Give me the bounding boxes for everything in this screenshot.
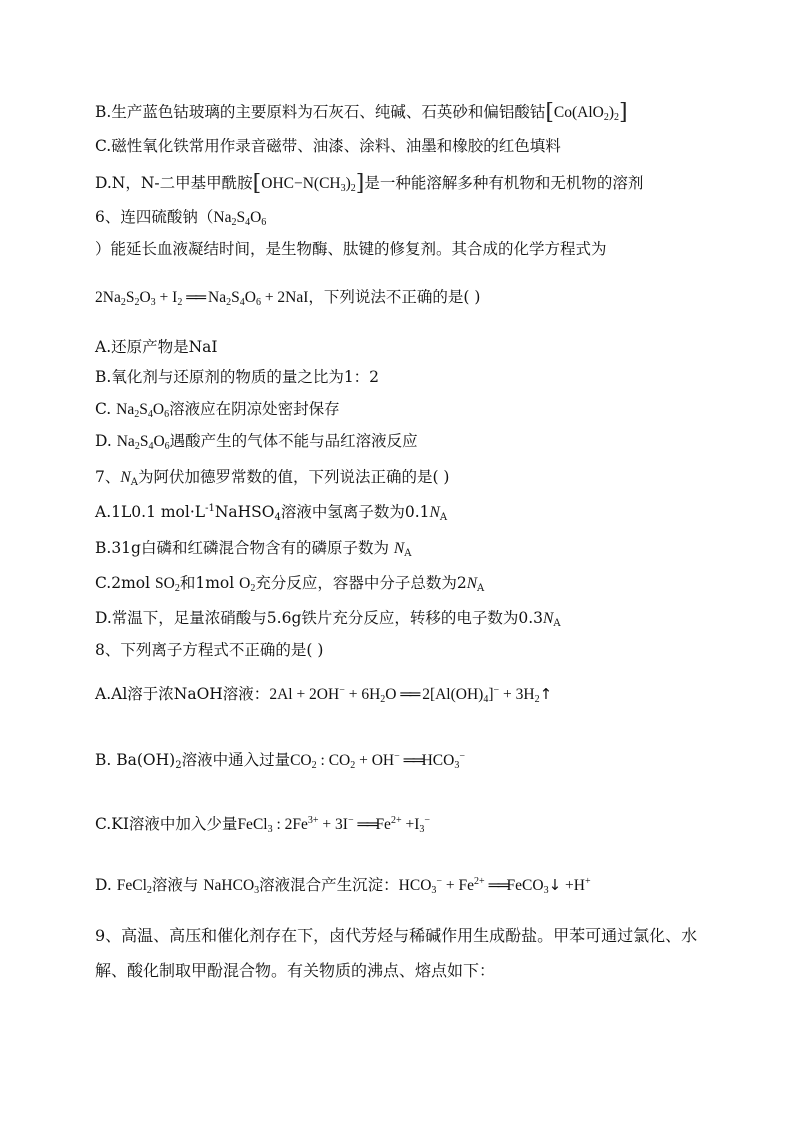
text: D.N，N-二甲基甲酰胺 xyxy=(95,174,253,192)
option-a-q8 xyxy=(95,683,552,706)
option-d-q8 xyxy=(95,874,591,897)
text: NaHSO xyxy=(214,503,275,521)
formula-text: Na xyxy=(213,209,232,226)
text: ，下列说法不正确的是( ) xyxy=(308,288,481,306)
text: C.2mol xyxy=(95,574,156,592)
question-7: 7、$N_A$为阿伏加德罗常数的值，下列说法正确的是( ) xyxy=(95,468,450,488)
text: A.1L0.1 mol·L xyxy=(95,503,206,521)
formula: NaHCO$_3$ xyxy=(203,877,260,896)
option-b-q5 xyxy=(95,100,628,124)
equation: FeCl$_3$ : $2Fe^{3+} + 3I^-$ $══Fe^{2+} +I_3^-$ xyxy=(237,815,430,835)
equation: $HCO_3^- + Fe^{2+}$ ══FeCO$_3$↓ +H+ xyxy=(398,876,591,896)
bracket: ] xyxy=(619,100,628,125)
option-d-q7: D.常温下，足量浓硝酸与5.6g铁片充分反应，转移的电子数为$0.3N_A$ xyxy=(95,609,561,629)
text: 溶液混合产生沉淀： xyxy=(259,876,399,894)
text: A.Al溶于浓NaOH溶液： xyxy=(95,685,270,703)
equation: $2Na_2S_2O_3 + I_2$ ══ $Na_2S_4O_6 + 2NaI$ xyxy=(95,289,309,308)
option-d-q6: D. $Na_2S_4O_6$遇酸产生的气体不能与品红溶液反应 xyxy=(95,432,418,452)
bracket: ] xyxy=(355,171,365,196)
text: 充分反应，容器中分子总数为2 xyxy=(255,574,467,592)
option-c-q6: C. $Na_2S_4O_6$溶液应在阴凉处密封保存 xyxy=(95,400,340,420)
option-d-q5 xyxy=(95,171,643,195)
formula: $OHC-N(CH_3)_2$ xyxy=(261,175,356,194)
question-9-cont: 解、酸化制取甲酚混合物。有关物质的沸点、熔点如下： xyxy=(95,961,496,980)
text: 遇酸产生的气体不能与品红溶液反应 xyxy=(169,432,418,450)
text: B. Ba(OH) xyxy=(95,751,176,769)
formula: $Na_2S_4O_6$ xyxy=(116,433,170,452)
equation-6 xyxy=(95,286,480,309)
bracket: [ xyxy=(252,171,262,196)
text: C.KI溶液中加入少量 xyxy=(95,815,238,833)
text: 溶液中通入过量 xyxy=(181,751,291,769)
question-6 xyxy=(95,206,266,229)
bracket: [ xyxy=(545,100,554,125)
question-8: 8、下列离子方程式不正确的是( ) xyxy=(95,641,324,659)
option-c-q5: C.磁性氧化铁常用作录音磁带、油漆、涂料、油墨和橡胶的红色填料 xyxy=(95,137,561,155)
text: D.常温下，足量浓硝酸与5.6g铁片充分反应，转移的电子数为0.3 xyxy=(95,609,544,627)
eq-text: 2Na xyxy=(95,289,121,306)
option-a-q7: A.1L0.1 $mol\cdot L^{-1}NaHSO_4$溶液中氢离子数为$0.1N_A$ xyxy=(95,503,448,523)
option-a-q6: A.还原产物是NaI xyxy=(95,338,218,356)
text: 为阿伏加德罗常数的值，下列说法正确的是( ) xyxy=(137,468,450,486)
text: B.31g白磷和红磷混合物含有的磷原子数为 xyxy=(95,539,389,557)
formula: FeCl$_2$ xyxy=(116,877,152,896)
question-6-cont: ）能延长血液凝结时间，是生物酶、肽键的修复剂。其合成的化学方程式为 xyxy=(95,240,607,258)
formula: $Na_2S_4O_6$ xyxy=(213,209,267,228)
equation: $2Al + 2OH^- + 6H_2O$ ══ $2[Al(OH)_4]^-$ + $3H_2↑$ xyxy=(269,685,553,705)
option-b-q6: B.氧化剂与还原剂的物质的量之比为1：2 xyxy=(95,368,380,386)
formula: $O_2$ xyxy=(239,575,256,594)
option-c-q7: C.2mol $SO_2$和1mol $O_2$充分反应，容器中分子总数为$2N_A$ xyxy=(95,574,485,594)
question-9: 9、高温、高压和催化剂存在下，卤代芳烃与稀碱作用生成酚盐。甲苯可通过氯化、水 xyxy=(95,926,698,945)
formula: $Na_2S_4O_6$ xyxy=(116,401,170,420)
text: 溶液与 xyxy=(151,876,199,894)
text: 和1mol xyxy=(179,574,240,592)
text: 溶液应在阴凉处密封保存 xyxy=(169,400,340,418)
option-b-q7: B.31g白磷和红磷混合物含有的磷原子数为 $N_A$ xyxy=(95,539,412,559)
option-c-q8 xyxy=(95,813,430,836)
option-b-q8: B. $Ba(OH)_2$溶液中通入过量$CO_2$ : $CO_2 + OH^-$ $══HCO_3^-$ xyxy=(95,751,465,771)
text: 是一种能溶解多种有机物和无机物的溶剂 xyxy=(364,174,644,192)
formula: $Co(AlO_2)_2$ xyxy=(553,104,620,123)
text: D. xyxy=(95,876,117,894)
formula-text: Co(AlO xyxy=(553,104,604,121)
text: 6、连四硫酸钠（ xyxy=(95,208,214,226)
formula: $SO_2$ xyxy=(155,575,180,594)
text: B.生产蓝色钴玻璃的主要原料为石灰石、纯碱、石英砂和偏铝酸钴 xyxy=(95,103,546,121)
formula-text: OHC−N(CH xyxy=(261,175,341,192)
equation: $CO_2$ : $CO_2 + OH^-$ $══HCO_3^-$ xyxy=(290,751,465,771)
text: 溶液中氢离子数为0.1 xyxy=(280,503,430,521)
